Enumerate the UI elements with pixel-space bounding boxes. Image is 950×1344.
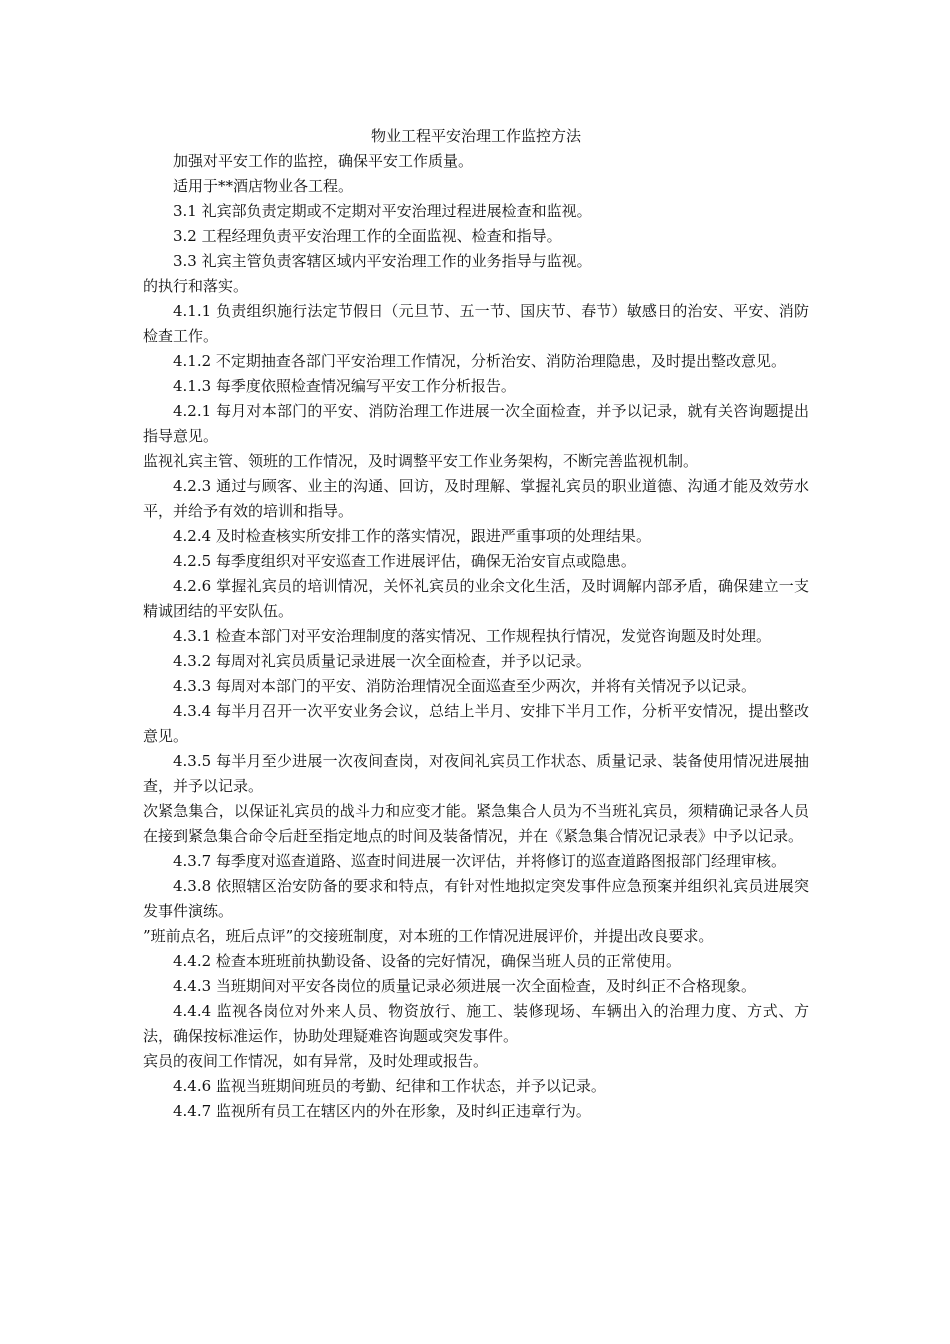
paragraph: 4.2.6 掌握礼宾员的培训情况，关怀礼宾员的业余文化生活，及时调解内部矛盾，确保建立一支精诚团结的平安队伍。 [143,577,809,620]
paragraph: 4.1.2 不定期抽查各部门平安治理工作情况，分析治安、消防治理隐患，及时提出整改意见。 [173,352,786,370]
paragraph: 4.3.2 每周对礼宾员质量记录进展一次全面检查，并予以记录。 [173,652,591,670]
paragraph: 适用于**酒店物业各工程。 [173,177,354,195]
paragraph: 3.2 工程经理负责平安治理工作的全面监视、检查和指导。 [173,227,562,245]
paragraph: 4.4.7 监视所有员工在辖区内的外在形象，及时纠正违章行为。 [173,1102,591,1120]
paragraph: 宾员的夜间工作情况，如有异常，及时处理或报告。 [143,1052,489,1070]
paragraph: 4.3.7 每季度对巡查道路、巡查时间进展一次评估，并将修订的巡查道路图报部门经理审核。 [173,852,786,870]
paragraph: 3.3 礼宾主管负责客辖区域内平安治理工作的业务指导与监视。 [173,252,592,270]
paragraph: 4.2.3 通过与顾客、业主的沟通、回访，及时理解、掌握礼宾员的职业道德、沟通才能及效劳水平，并给予有效的培训和指导。 [143,477,809,520]
paragraph: 4.2.5 每季度组织对平安巡查工作进展评估，确保无治安盲点或隐患。 [173,552,636,570]
paragraph: 的执行和落实。 [143,277,249,295]
paragraph: 4.3.4 每半月召开一次平安业务会议，总结上半月、安排下半月工作，分析平安情况，提出整改意见。 [143,702,809,745]
document-body [143,149,809,1124]
paragraph: 监视礼宾主管、领班的工作情况，及时调整平安工作业务架构，不断完善监视机制。 [143,452,699,470]
paragraph: 4.4.4 监视各岗位对外来人员、物资放行、施工、装修现场、车辆出入的治理力度、方式、方法，确保按标准运作，协助处理疑难咨询题或突发事件。 [143,1002,809,1045]
paragraph: 加强对平安工作的监控，确保平安工作质量。 [173,152,474,170]
paragraph: 4.4.2 检查本班班前执勤设备、设备的完好情况，确保当班人员的正常使用。 [173,952,681,970]
paragraph: 4.1.3 每季度依照检查情况编写平安工作分析报告。 [173,377,516,395]
paragraph: ”班前点名，班后点评”的交接班制度，对本班的工作情况进展评价，并提出改良要求。 [143,927,714,945]
paragraph: 3.1 礼宾部负责定期或不定期对平安治理过程进展检查和监视。 [173,202,592,220]
paragraph: 次紧急集合，以保证礼宾员的战斗力和应变才能。紧急集合人员为不当班礼宾员，须精确记录各人员在接到紧急集合命令后赶至指定地点的时间及装备情况，并在《紧急集合情况记录表》中予以记录。 [143,802,809,845]
document-page [143,124,809,1124]
paragraph: 4.2.1 每月对本部门的平安、消防治理工作进展一次全面检查，并予以记录，就有关咨询题提出指导意见。 [143,402,809,445]
paragraph: 4.1.1 负责组织施行法定节假日（元旦节、五一节、国庆节、春节）敏感日的治安、平安、消防检查工作。 [143,302,809,345]
paragraph: 4.3.5 每半月至少进展一次夜间查岗，对夜间礼宾员工作状态、质量记录、装备使用情况进展抽查，并予以记录。 [143,752,809,795]
document-title: 物业工程平安治理工作监控方法 [370,127,581,145]
paragraph: 4.3.8 依照辖区治安防备的要求和特点，有针对性地拟定突发事件应急预案并组织礼宾员进展突发事件演练。 [143,877,809,920]
paragraph: 4.4.3 当班期间对平安各岗位的质量记录必须进展一次全面检查，及时纠正不合格现象。 [173,977,756,995]
paragraph: 4.3.3 每周对本部门的平安、消防治理情况全面巡查至少两次，并将有关情况予以记录。 [173,677,756,695]
paragraph: 4.3.1 检查本部门对平安治理制度的落实情况、工作规程执行情况，发觉咨询题及时处理。 [173,627,771,645]
paragraph: 4.2.4 及时检查核实所安排工作的落实情况，跟进严重事项的处理结果。 [173,527,651,545]
paragraph: 4.4.6 监视当班期间班员的考勤、纪律和工作状态，并予以记录。 [173,1077,606,1095]
